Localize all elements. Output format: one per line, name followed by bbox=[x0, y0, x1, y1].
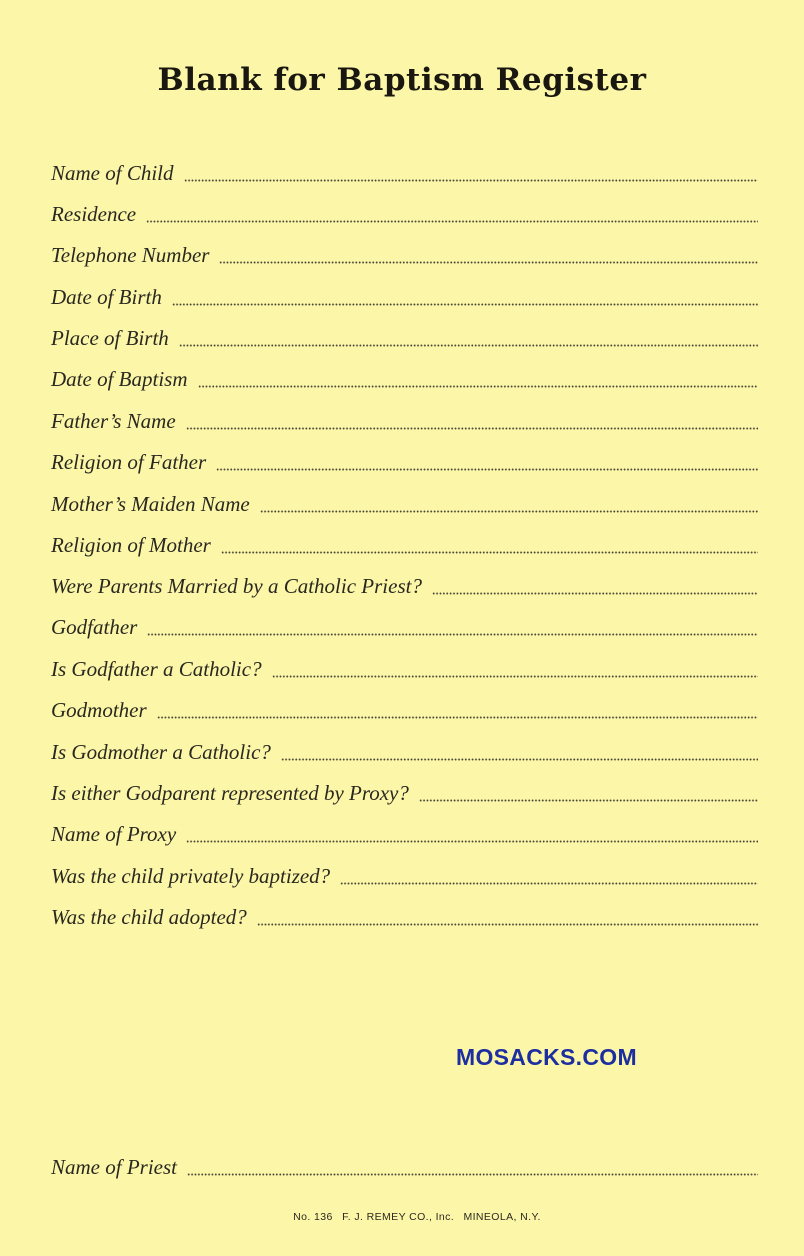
field-label: Is either Godparent represented by Proxy? bbox=[51, 781, 409, 805]
field-privately-baptized bbox=[51, 857, 758, 887]
field-label: Name of Child bbox=[51, 161, 174, 185]
field-name-of-priest bbox=[51, 1148, 758, 1178]
mothers-maiden-name-input-line[interactable] bbox=[260, 510, 758, 513]
field-place-of-birth bbox=[51, 319, 758, 349]
field-label: Name of Proxy bbox=[51, 822, 177, 846]
field-label: Date of Birth bbox=[51, 285, 162, 309]
date-of-baptism-input-line[interactable] bbox=[198, 385, 759, 388]
child-adopted-input-line[interactable] bbox=[257, 923, 758, 926]
field-date-of-baptism bbox=[51, 360, 758, 390]
field-label: Date of Baptism bbox=[51, 367, 188, 391]
field-telephone-number bbox=[51, 236, 758, 266]
field-godfather-catholic bbox=[51, 650, 758, 680]
field-label: Godmother bbox=[51, 698, 147, 722]
field-label: Religion of Father bbox=[51, 450, 207, 474]
telephone-number-input-line[interactable] bbox=[219, 261, 758, 264]
fathers-name-input-line[interactable] bbox=[186, 427, 758, 430]
parents-married-input-line[interactable] bbox=[432, 592, 758, 595]
publisher-name: F. J. REMEY CO., Inc. bbox=[342, 1211, 455, 1223]
form-number: No. 136 bbox=[293, 1211, 333, 1223]
name-of-priest-input-line[interactable] bbox=[187, 1173, 758, 1176]
name-of-proxy-input-line[interactable] bbox=[186, 840, 758, 843]
religion-of-mother-input-line[interactable] bbox=[221, 551, 758, 554]
field-label: Mother’s Maiden Name bbox=[51, 492, 250, 516]
field-child-adopted bbox=[51, 898, 758, 928]
religion-of-father-input-line[interactable] bbox=[216, 468, 758, 471]
field-godmother bbox=[51, 691, 758, 721]
form-title: Blank for Baptism Register bbox=[157, 62, 647, 98]
field-label: Was the child adopted? bbox=[51, 905, 247, 929]
field-name-of-proxy bbox=[51, 815, 758, 845]
field-religion-of-mother bbox=[51, 526, 758, 556]
field-label: Godfather bbox=[51, 615, 138, 639]
residence-input-line[interactable] bbox=[146, 220, 758, 223]
godfather-catholic-input-line[interactable] bbox=[272, 675, 758, 678]
field-label: Residence bbox=[51, 202, 137, 226]
godmother-catholic-input-line[interactable] bbox=[281, 758, 758, 761]
field-date-of-birth bbox=[51, 278, 758, 308]
field-label: Is Godmother a Catholic? bbox=[51, 740, 271, 764]
field-parents-married-by-priest bbox=[51, 567, 758, 597]
field-mothers-maiden-name bbox=[51, 485, 758, 515]
date-of-birth-input-line[interactable] bbox=[172, 303, 758, 306]
godmother-input-line[interactable] bbox=[157, 716, 758, 719]
field-godmother-catholic bbox=[51, 733, 758, 763]
field-label: Telephone Number bbox=[51, 243, 210, 267]
publisher-footer bbox=[0, 1211, 804, 1223]
field-label: Place of Birth bbox=[51, 326, 169, 350]
watermark-text: MOSACKS.COM bbox=[456, 1044, 637, 1070]
publisher-location: MINEOLA, N.Y. bbox=[463, 1211, 541, 1223]
field-residence bbox=[51, 195, 758, 225]
field-label: Father’s Name bbox=[51, 409, 176, 433]
field-label: Were Parents Married by a Catholic Priest? bbox=[51, 574, 422, 598]
field-fathers-name bbox=[51, 402, 758, 432]
godparent-proxy-input-line[interactable] bbox=[419, 799, 758, 802]
field-godfather bbox=[51, 608, 758, 638]
field-label: Religion of Mother bbox=[51, 533, 211, 557]
place-of-birth-input-line[interactable] bbox=[179, 344, 758, 347]
godfather-input-line[interactable] bbox=[147, 633, 758, 636]
field-label: Is Godfather a Catholic? bbox=[51, 657, 262, 681]
field-label: Was the child privately baptized? bbox=[51, 864, 331, 888]
name-of-child-input-line[interactable] bbox=[184, 179, 758, 182]
field-label: Name of Priest bbox=[51, 1155, 177, 1179]
field-godparent-proxy bbox=[51, 774, 758, 804]
field-name-of-child bbox=[51, 154, 758, 184]
field-religion-of-father bbox=[51, 443, 758, 473]
privately-baptized-input-line[interactable] bbox=[340, 882, 758, 885]
